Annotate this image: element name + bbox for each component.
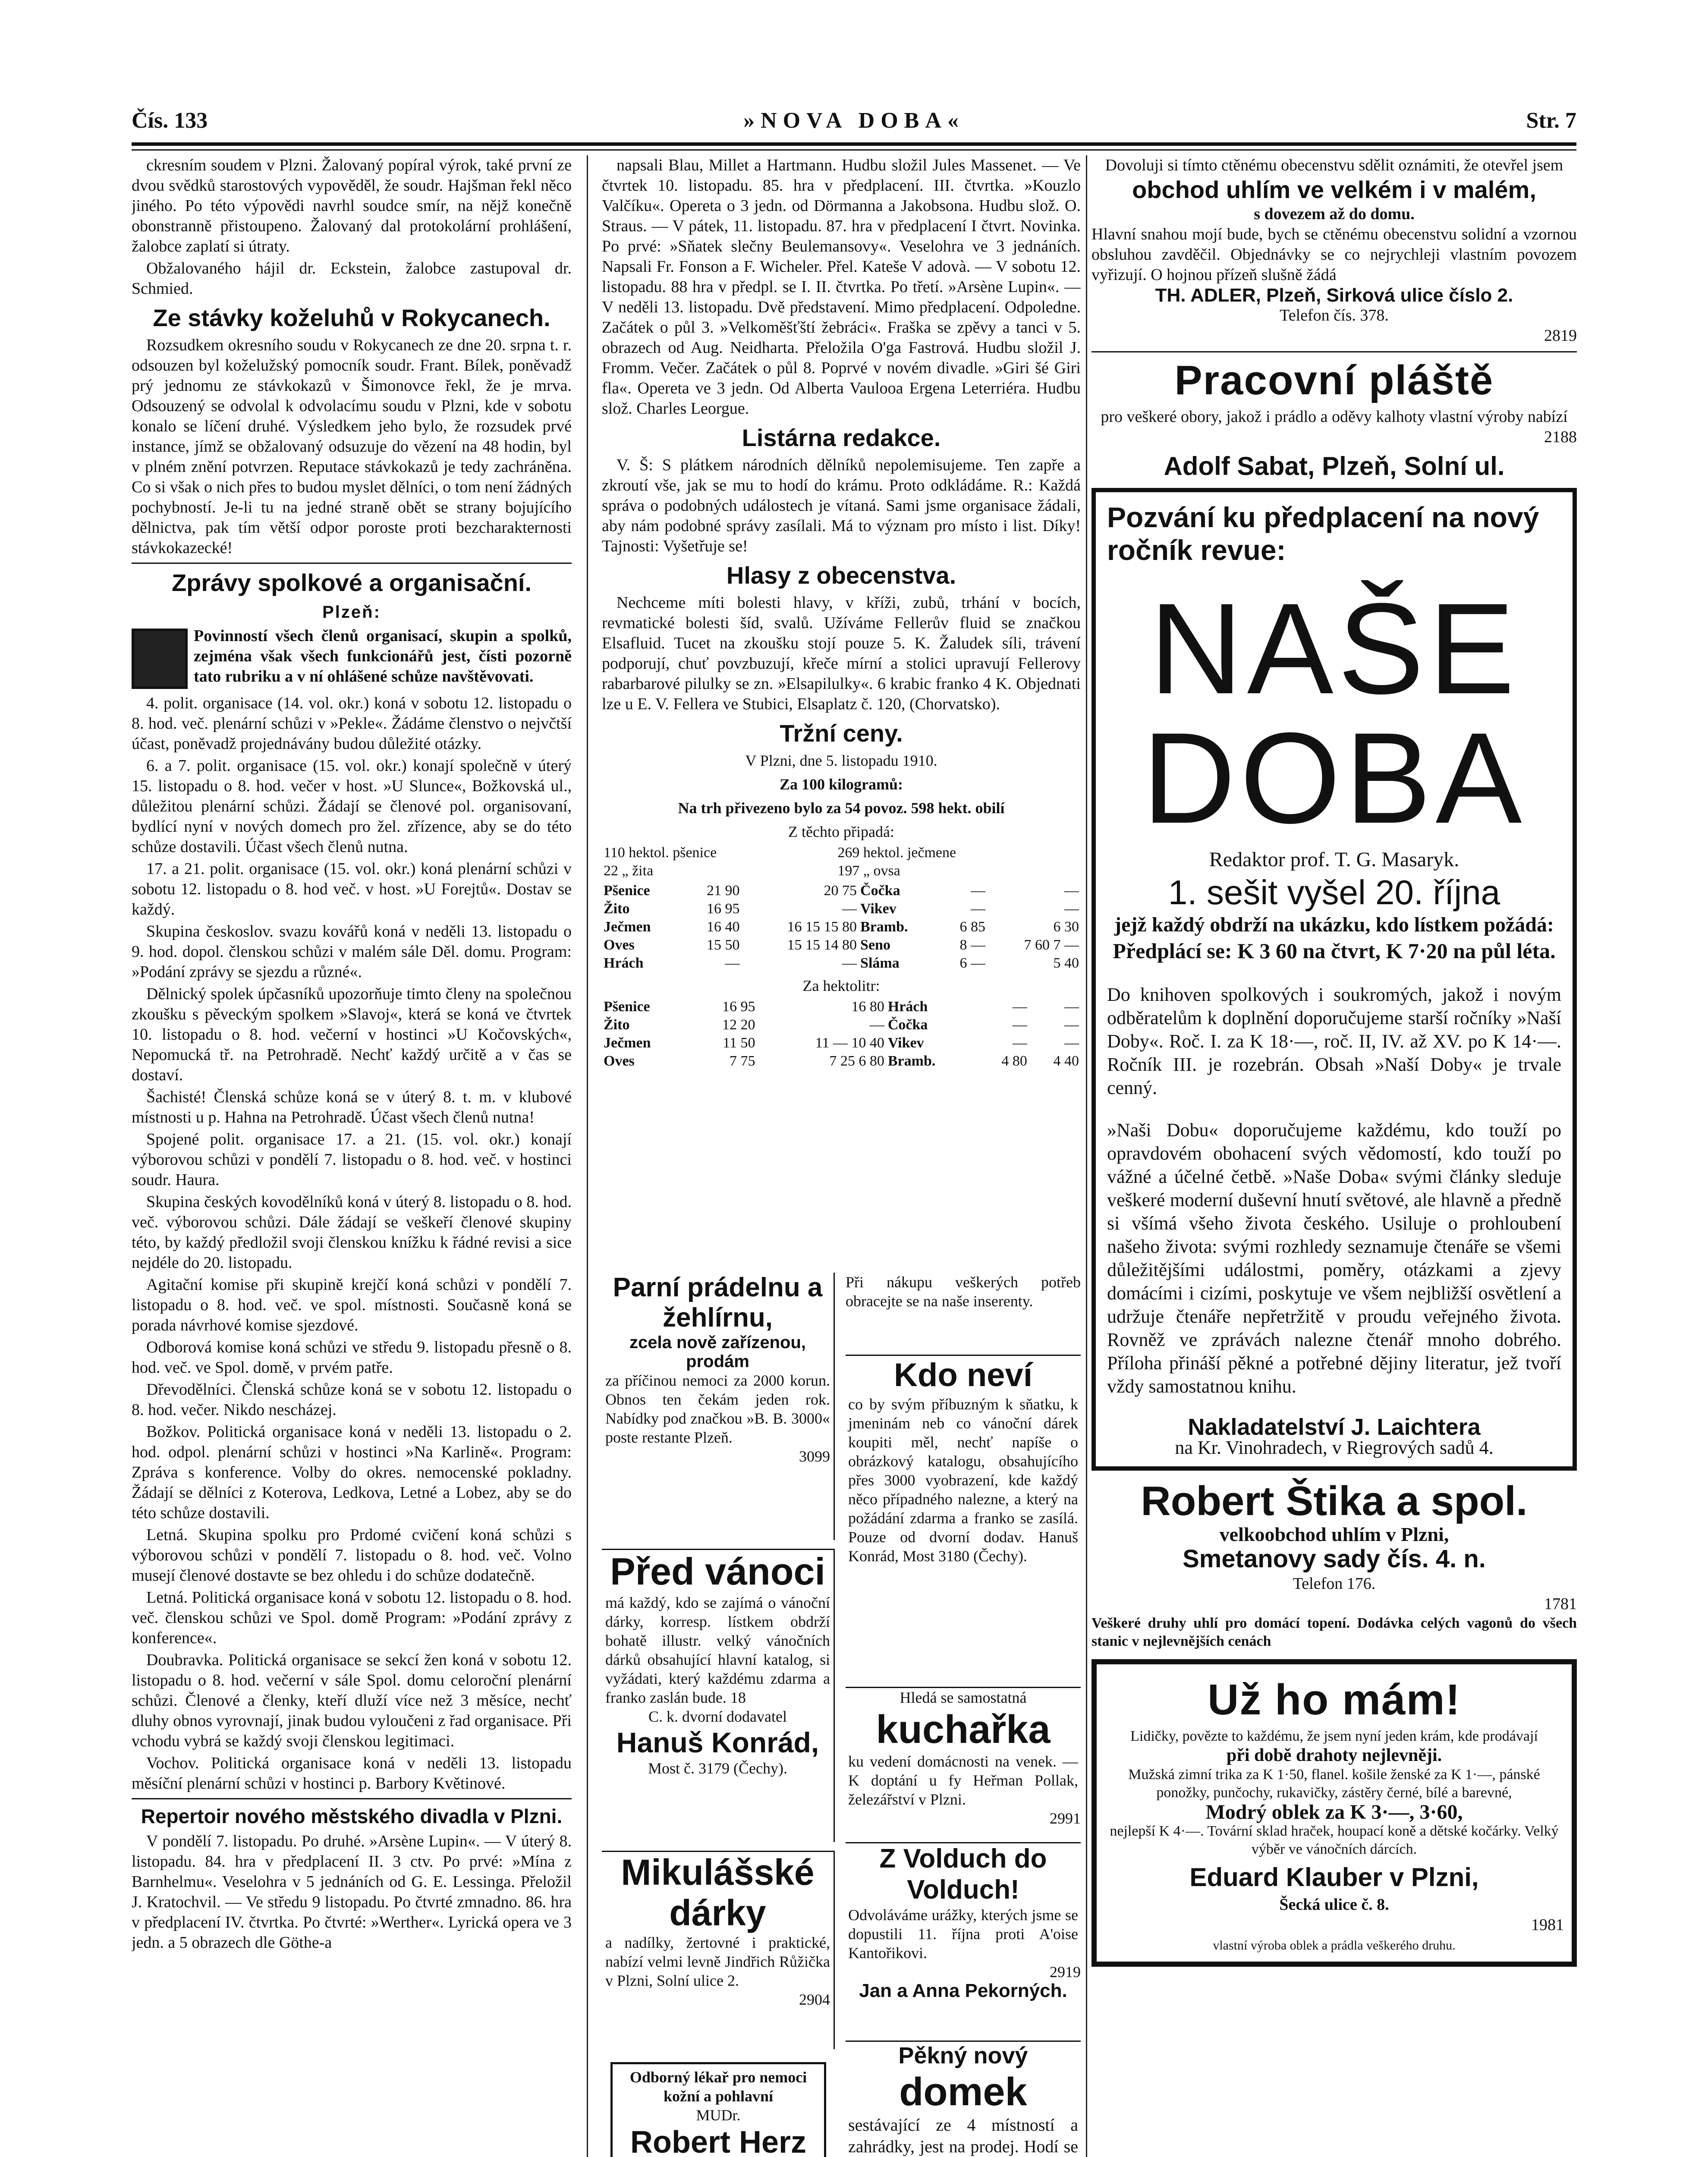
section-rule	[1091, 351, 1577, 352]
ad-text: co by svým příbuzným k sňatku, k jmeninám neb co vánoční dárek koupiti měl, nechť napíše o obrázkový katalogu, obsahujícího přes 3000 vyobrazení, kde každý něco případného nalezne, a který na požádání zdarma a franko se zasílá. Pouze od dvorní dodav. Hanuš Konrád, Most 3180 (Čechy).	[848, 1396, 1078, 1565]
ad-title: Pozvání ku předplacení na nový ročník revue:	[1107, 501, 1539, 566]
section-headline: Zprávy spolkové a organisační.	[171, 569, 532, 596]
table-row	[602, 918, 1081, 936]
ad-text: Telefon 176.	[1293, 1575, 1376, 1593]
org-notice: Odborová komise koná schůzi ve středu 9. listopadu přesně o 8. hod. več. ve Spol. domě, v prvém patře.	[132, 1338, 572, 1377]
table-row	[602, 844, 1081, 862]
table-row	[602, 1034, 1081, 1052]
column-2	[602, 155, 1081, 1165]
market-supply: Na trh přivezeno bylo za 54 povoz. 598 hekt. obilí	[678, 799, 1005, 817]
org-notice: Letná. Skupina spolku pro Prdomé cvičení koná schůzi s výborovou schůzi v pondělí 7. listopadu o 8. hod. več. Volno musejí členové dostavte se bez ohledu i do schůze dodatečně.	[132, 1526, 572, 1585]
table-cell: Ječmen	[604, 919, 651, 935]
ad-text: MUDr.	[696, 2107, 741, 2124]
ad-text: Hledá se samostatná	[900, 1689, 1027, 1706]
table-row	[602, 1052, 1081, 1070]
table-cell: 16 95	[722, 999, 755, 1015]
table-cell: —	[725, 955, 740, 971]
revue-text: Do knihoven spolkových i soukromých, jakož i novým odběratelům k doplnění doporučujeme starší ročníky »Naší Doby«. Roč. I. za K 18·—, roč. II, IV. až XV. po K 14·—. Ročník III. je rozebrán. Obsah »Naší Doby« je trvale cenný.	[1107, 984, 1561, 1098]
ad-title: obchod uhlím ve velkém i v malém,	[1132, 176, 1536, 203]
article-headline: Ze stávky koželuhů v Rokycanech.	[153, 304, 550, 331]
page-number: Str. 7	[1526, 108, 1576, 133]
notice-text: Povinností všech členů organisací, skupin a spolků, zejména však všech funkcionářů jest, čísti pozorně tato rubriku a v ní ohlášené schůze navštěvovati.	[194, 627, 572, 685]
table-cell: 6 —	[959, 955, 985, 971]
ad-text: Telefon čís. 378.	[1280, 306, 1389, 324]
ad-code: 3099	[799, 1448, 830, 1465]
table-cell: 7 25 6 80	[829, 1053, 884, 1069]
table-cell: 269 hektol. ječmene	[837, 845, 956, 861]
ad-title: domek	[899, 2070, 1027, 2114]
table-cell: Oves	[604, 937, 635, 953]
stika-ad	[1091, 1478, 1577, 1651]
table-cell: 16 40	[707, 919, 740, 935]
market-counts-table	[602, 844, 1081, 880]
section-headline: Tržní ceny.	[780, 720, 903, 747]
table-cell: —	[1012, 999, 1027, 1015]
ad-text: velkoobchod uhlím v Plzni,	[1219, 1523, 1449, 1545]
ad-title: Mikulášské dárky	[621, 1852, 815, 1933]
table-cell: Pšenice	[604, 883, 650, 899]
ad-title: Pracovní pláště	[1174, 357, 1494, 403]
market-supply-sub: Z těchto připadá:	[788, 823, 894, 840]
table-cell: —	[869, 1017, 884, 1033]
table-cell: —	[970, 901, 985, 917]
table-cell: 20 75	[824, 883, 857, 899]
klauber-ad	[1091, 1659, 1577, 1967]
ad-text: Hlavní snahou mojí bude, bych se ctěnému obecenstvu solidní a vzornou obsluhou zavděčil. Objednávky se co nejrychleji vlastním povozem vyřizují. O hojnou přízeň slušně žádá	[1091, 225, 1577, 284]
section-headline: Hlasy z obecenstva.	[726, 562, 956, 589]
table-cell: Hrách	[887, 999, 928, 1015]
revue-title	[1107, 576, 1561, 850]
column-divider	[1086, 155, 1087, 2157]
revue-text: »Naši Dobu« doporučujeme každému, kdo touží po opravdovém obohacení svých vědomostí, kdo touží po vážné a účelné četbě. »Naše Doba« svými články sleduje veškeré moderní duševní hnutí světové, ale hlavně a předně si všímá všeho života českého. Usiluje o prohloubení našeho života: svými rozhledy seznamuje čtenáře se všemi důležitějšími událostmi, poměry, otázkami a zjevy domácími i cizími, poskytuje ve všem nejbližší osvětlení a udržuje čtenáře nepřetržitě v proudu veřejného života. Rovněž ve zprávách nalezne čtenář mnoho dobrého. Příloha přináší pěkné a potřebné dějiny literatur, jež tvoří vždy samostatnou knihu.	[1107, 1119, 1561, 1397]
ad-name: Adolf Sabat, Plzeň, Solní ul.	[1164, 452, 1505, 481]
table-cell: Oves	[604, 1053, 635, 1069]
table-cell: 6 30	[1053, 919, 1079, 935]
revue-ad	[1091, 488, 1577, 1471]
revue-title-line: DOBA	[1142, 705, 1526, 850]
ad-text: Veškeré druhy uhlí pro domácí topení. Dodávka celých vagonů do všech stanic v nejlevnějších cenách	[1091, 1615, 1577, 1649]
market-price-table-hl	[602, 998, 1081, 1070]
ad-text: Dovoluji si tímto ctěnému obecenstvu sdělit oznámiti, že otevřel jsem	[1105, 156, 1563, 174]
revue-title-line: NAŠE	[1149, 576, 1519, 721]
org-notice: 6. a 7. polit. organisace (15. vol. okr.) konají společně v úterý 15. listopadu o 8. hod. večer v host. »U Slunce«, Božkovská ul., důležitou plenární schůzi. Žádají se členové pol. organisovaní, bydlící nyní v nových domech pro žel. zřízence, aby se do této schůze dostavili. Účast všech členů nutna.	[132, 757, 572, 856]
table-cell: 110 hektol. pšenice	[604, 845, 717, 861]
ad-text: Lidičky, povězte to každému, že jsem nyní jeden krám, kde prodávají	[1130, 1728, 1538, 1744]
org-notice: 4. polit. organisace (14. vol. okr.) koná v sobotu 12. listopadu o 8. hod. več. plenární schůzi v »Pekle«. Žádáme členstvo o nejvčtší účast, poněvadž projednávány budou důležité otázky.	[132, 694, 572, 753]
table-cell: Ječmen	[604, 1035, 651, 1051]
table-cell: Čočka	[887, 1017, 928, 1033]
coal-ad	[1091, 155, 1577, 346]
ad-title: kuchařka	[876, 1707, 1051, 1751]
table-cell: 4 40	[1053, 1053, 1079, 1069]
ad-code: 2904	[799, 1991, 830, 2008]
article-paragraph: Obžalovaného hájil dr. Eckstein, žalobce zastupoval dr. Schmied.	[132, 259, 572, 298]
section-rule	[132, 563, 572, 564]
herz-ad	[610, 2062, 826, 2157]
table-cell: —	[1012, 1017, 1027, 1033]
ad-code: 2819	[1544, 327, 1577, 345]
article-paragraph: V. Š: S plátkem národních dělníků nepolemisujeme. Ten zapře a zkroutí vše, jak se mu to hodí do krámu. Proto odkládáme. R.: Každá správa o podobných událostech je vítaná. Sami jsme organisace žádali, aby nám podobné správy zasílali. Má to význam pro místo i list. Díky! Tajnosti: Vyšetřuje se!	[602, 456, 1081, 555]
table-cell: 15 50	[707, 937, 740, 953]
ad-title: Pěkný nový	[898, 2043, 1028, 2069]
table-row	[602, 936, 1081, 954]
article-paragraph: V pondělí 7. listopadu. Po druhé. »Arsène Lupin«. — V úterý 8. listopadu. 84. hra v předplacení II. 3 ctv. Po prvé: »Mína z Barnhelmu«. Veselohra v 5 jednáních od G. E. Lessinga. Přeložil J. Kratochvil. — Ve středu 9 listopadu. Po čtvrté zmnadno. 86. hra v předplacení IV. čtvrtka. Po čtvrté: »Werther«. Lyrická opera ve 3 jedn. a 5 obrazech dle Göthe-a	[132, 1832, 572, 1952]
ad-code: 1981	[1531, 1916, 1564, 1934]
ad-name: Eduard Klauber v Plzni,	[1189, 1863, 1479, 1892]
ad-text: s dovezem až do domu.	[1254, 205, 1415, 223]
revue-editor: Redaktor prof. T. G. Masaryk.	[1209, 848, 1460, 871]
table-cell: Žito	[604, 1017, 630, 1033]
table-cell: 12 20	[722, 1017, 755, 1033]
table-row	[602, 1016, 1081, 1034]
table-cell: 7 60 7 —	[1024, 937, 1079, 953]
ad-title: Robert Štika a spol.	[1141, 1478, 1528, 1524]
ad-text: při době drahoty nejlevněji.	[1226, 1745, 1442, 1765]
table-cell: —	[1064, 999, 1079, 1015]
table-row	[602, 998, 1081, 1016]
ad-name: Hanuš Konrád,	[616, 1726, 819, 1758]
page-header	[132, 108, 1576, 142]
org-notice: Spojené polit. organisace 17. a 21. (15. vol. okr.) konají výborovou schůzi v pondělí 7. listopadu o 8. hod. več. v hostinci soudr. Haura.	[132, 1130, 572, 1189]
table-cell: 11 — 10 40	[815, 1035, 884, 1051]
table-cell: Vikev	[887, 1035, 924, 1051]
market-price-table-kg	[602, 882, 1081, 972]
table-cell: Pšenice	[604, 999, 650, 1015]
header-rule	[132, 142, 1576, 146]
article-paragraph: napsali Blau, Millet a Hartmann. Hudbu složil Jules Massenet. — Ve čtvrtek 10. listopadu. 85. hra v předplacení. III. čtvrtka. »Kouzlo Valčíku«. Opereta o 3 jedn. od Dörmanna a Jakobsona. Hudbu slož. O. Straus. — V pátek, 11. listopadu. 87. hra v předplacení I čtvrt. Novinka. Po prvé: »Sňatek slečny Beulemansovy«. Veselohra ve 3 jednáních. Napsali Fr. Fonson a F. Wicheler. Přel. Kateše V adovà. — V sobotu 12. listopadu. 88 hra v předpl. se I. II. čtvrtka. Po třetí. »Arsène Lupin«. — V neděli 13. listopadu. Dvě představení. Mimo předplacení. Odpoledne. Začátek o půl 3. »Velkoměšťští žebráci«. Fraška se zpěvy a tanci v 5. obrazech od Aug. Neidharta. Přeložila O'ga Fastrová. Hudbu složil J. Fromm. Večer. Začátek o půl 8. Poprvé v novém divadle. »Giri šé Giri fla«. Opereta ve 3 jedn. Od Alberta Vaulooa Ergena Leterriéra. Hudbu slož. Charles Leorgue.	[602, 156, 1081, 418]
article-paragraph: ckresním soudem v Plzni. Žalovaný popíral výrok, také první ze dvou svědků starostových vypověděl, že soudr. Hajšman řekl něco jiného. Po této výpovědi navrhl soudce smír, na nějž konečně obonstranně přistoupeno. Žalovaný dal protokolární prohlášení, žalobce zaplatí si útraty.	[132, 156, 572, 255]
domek-ad	[846, 2041, 1081, 2157]
table-cell: Hrách	[604, 955, 644, 971]
ad-text: vlastní výroba oblek a prádla veškerého druhu.	[1213, 1938, 1456, 1953]
ad-name: Robert Herz	[630, 2125, 807, 2157]
table-cell: —	[1064, 1035, 1079, 1051]
table-row	[602, 882, 1081, 900]
ad-name: TH. ADLER, Plzeň, Sirková ulice číslo 2.	[1155, 285, 1513, 306]
org-notice: Letná. Politická organisace koná v sobotu 12. listopadu o 8. hod. več. členskou schůzi ve Spol. domě Program: »Podání zprávy z konference«.	[132, 1588, 572, 1647]
org-notice: Dělnický spolek úpčasníků upozorňuje timto členy na společnou zkoušku s pěveckým spolkem »Slavoj«, která se koná ve čtvrtek 10. listopadu o 8. hod. večerní v hostinci »U Kočovských«, Nepomucká tř. na Petrohradě. Nechť každý určitě a v čas se dostaví.	[132, 985, 572, 1084]
column-divider	[587, 155, 588, 2157]
ad-text: Mužská zimní trika za K 1·50, flanel. košile ženské za K 1·—, pánské ponožky, punčochy, rukavičky, zástěry černé, bílé a barevné,	[1128, 1767, 1540, 1801]
org-notice: Skupina českých kovodělníků koná v úterý 8. listopadu o 8. hod. več. výborovou schůzi. Dále žádají se veškeří členové skupiny této, by každý předložil svoji členskou knížku k řádné revisi a sice nejdéle do 20. listopadu.	[132, 1193, 572, 1272]
ad-text: Odvoláváme urážky, kterých jsme se dopustili 11. října proti A'oise Kantořikovi.	[848, 1906, 1078, 1962]
ad-address: Šecká ulice č. 8.	[1279, 1896, 1389, 1914]
org-notice: Skupina českoslov. svazu kovářů koná v neděli 13. listopadu o 9. hod. dopol. členskou schůzi v malém sále Děl. domu. Program: »Podání zprávy se sjezdu a různé«.	[132, 922, 572, 981]
table-cell: 7 75	[729, 1053, 755, 1069]
section-headline: Repertoir nového městského divadla v Plzni.	[141, 1805, 563, 1827]
table-cell: 16 15 15 80	[787, 919, 857, 935]
org-notice: Dřevodělníci. Členská schůze koná se v sobotu 12. listopadu o 8. hod. večer. Nikdo nescházej.	[132, 1380, 572, 1419]
column-1	[132, 155, 572, 2157]
table-cell: 4 80	[1001, 1053, 1027, 1069]
inserenty-ad	[846, 1273, 1081, 1350]
ad-text: pro veškeré obory, jakož i prádlo a oděvy kalhoty vlastní výroby nabízí	[1101, 408, 1568, 426]
table-row	[602, 900, 1081, 918]
table-cell: —	[1064, 883, 1079, 899]
ad-title: Kdo neví	[894, 1357, 1032, 1393]
table-cell: —	[842, 955, 857, 971]
ad-address: Smetanovy sady čís. 4. n.	[1183, 1545, 1486, 1573]
ad-code: 2919	[1050, 1963, 1081, 1981]
ad-text: nejlepší K 4·—. Tovární sklad hraček, houpací koně a dětské kočárky. Velký výběr ve vánočních dárcích.	[1110, 1823, 1559, 1857]
table-cell: 5 40	[1053, 955, 1079, 971]
ad-code: 2188	[1544, 428, 1577, 446]
market-hl-title: Za hektolitr:	[802, 977, 880, 994]
article-paragraph: Rozsudkem okresního soudu v Rokycanech ze dne 20. srpna t. r. odsouzen byl koželužský pomocník soudr. Frant. Bílek, poněvadž prý jednomu ze stávkokazů v Šimonovce řekl, že je mrva. Odsouzený se odvolal k odvolacímu soudu v Plzni, kde v sobotu konalo se líčení druhé. Výsledkem jeho bylo, že rozsudek prvé instance, jímž se obžalovaný odsuzuje do vězení na 48 hodin, byl v plném znění potvrzen. Reputace stávkokazů je tedy zachráněna. Co si však o nich přes to budou myslet dělníci, o tom není žádných pochybností. Je-li tu na jedné straně obět se strany bojujícího dělnictva, pak tím větší odpor poroste proti bezcharakternosti stávkokazecké!	[132, 336, 572, 557]
issue-number: Čís. 133	[132, 108, 208, 133]
table-cell: 16 95	[707, 901, 740, 917]
volduch-ad	[846, 1842, 1081, 2032]
pointing-hand-icon	[132, 629, 188, 689]
table-cell: 8 —	[959, 937, 985, 953]
table-cell: Bramb.	[887, 1053, 936, 1069]
ad-text: C. k. dvorní dodavatel	[648, 1708, 787, 1725]
cloth-ad	[1091, 358, 1577, 480]
ads-block	[602, 1273, 1081, 2157]
table-cell: Sláma	[860, 955, 900, 971]
vanoce-ad	[602, 1549, 835, 1842]
org-notice: Vochov. Politická organisace koná v neděli 13. listopadu měsíční plenární schůzi v hostinci p. Barbory Květinové.	[132, 1754, 572, 1792]
section-city: Plzeň:	[322, 603, 381, 622]
org-notice: 17. a 21. polit. organisace (15. vol. okr.) koná plenární schůzi v sobotu 12. listopadu o 8. hod več. v host. »U Forejtů«. Dostav se každý.	[132, 860, 572, 918]
article-paragraph: Nechceme míti bolesti hlavy, v kříži, zubů, trhání v bocích, revmatické bolesti šíd, svalů. Užíváme Fellerův fluid se značkou Elsafluid. Tucet na zkoušku stojí pouze 5. K. Žaludek síli, trávení podporují, chuť povzbuzují, křeče mírní a stolici upravují Fellerovy rabarbarové pilulky se zn. »Elsapilulky«. 6 krabic franko 4 K. Objednati lze u E. V. Fellera ve Stubici, Elsaplatz č. 120, (Chorvatsko).	[602, 594, 1081, 713]
notice-box	[132, 626, 572, 689]
market-unit: Za 100 kilogramů:	[779, 776, 903, 793]
org-notice: Doubravka. Politická organisace se sekcí žen koná v sobotu 12. listopadu o 8. hod. večerní v sále Spol. domu celoroční plenární schůzi. Členové a členky, kteří dluží více než 3 měsíce, nechť dluhy obnos vyrovnají, jinak budou vyloučeni z řad organisace. Při vchodu vybrá se každý svoji členskou legitimaci.	[132, 1651, 572, 1750]
table-cell: Bramb.	[860, 919, 908, 935]
table-cell: 197 „ ovsa	[837, 863, 900, 879]
revue-price: Předplácí se: K 3 60 na čtvrt, K 7·20 na půl léta.	[1113, 939, 1556, 963]
mikulas-ad	[602, 1851, 835, 2049]
market-date: V Plzni, dne 5. listopadu 1910.	[745, 752, 937, 769]
ad-title: Před vánoci	[610, 1550, 825, 1593]
table-cell: Čočka	[860, 883, 900, 899]
section-rule	[132, 1798, 572, 1799]
org-notice: Božkov. Politická organisace koná v neděli 13. listopadu o 2. hod. odpol. plenární schůzi v hostinci »Na Karlině«. Program: Zpráva s konference. Volby do okres. nemocenské pokladny. Žádají se dělníci z Koterova, Ledkova, Letné a Lobez, aby se do této schůze dostavili.	[132, 1423, 572, 1522]
section-headline: Listárna redakce.	[742, 424, 941, 451]
ad-text: sestávající ze 4 místností a zahrádky, jest na prodej. Hodí se	[848, 2115, 1078, 2156]
revue-issue: 1. sešit vyšel 20. října	[1168, 873, 1500, 912]
table-cell: 15 15 14 80	[787, 937, 857, 953]
table-cell: —	[1064, 1017, 1079, 1033]
table-cell: 21 90	[707, 883, 740, 899]
ad-text: zcela nově zařízenou, prodám	[629, 1333, 806, 1371]
kucharka-ad	[846, 1687, 1081, 1833]
column-3	[1091, 155, 1577, 2157]
ad-address: Most č. 3179 (Čechy).	[648, 1760, 787, 1777]
ad-code: 1781	[1544, 1595, 1577, 1613]
table-cell: Žito	[604, 901, 630, 917]
header-rule-thin	[132, 149, 1576, 151]
revue-free: jejž každý obdrží na ukázku, kdo lístkem požádá:	[1114, 913, 1554, 936]
ad-text: Odborný lékař pro nemoci kožní a pohlavní	[629, 2069, 807, 2105]
ad-title: Už ho mám!	[1208, 1676, 1461, 1724]
table-cell: —	[1012, 1035, 1027, 1051]
revue-publisher: Nakladatelství J. Laichtera	[1188, 1414, 1481, 1440]
org-notice: Agitační komise při skupině krejčí koná schůzi v pondělí 7. listopadu o 8. hod. več. ve spol. místnosti. Současně koná se porada návrhové komise sjezdové.	[132, 1276, 572, 1334]
table-cell: 22 „ žita	[604, 863, 654, 879]
ad-text: má každý, kdo se zajímá o vánoční dárky, korresp. lístkem obdrží bohatě illustr. velký vánočních dárků obsahující hlavní katalog, si vyžádati, který každému zdarma a franko zaslán bude. 18	[605, 1594, 830, 1706]
kdo-nevi-ad	[846, 1355, 1081, 1682]
ad-title: Parní prádelnu a žehlírnu,	[613, 1273, 823, 1333]
table-cell: 11 50	[723, 1035, 755, 1051]
ad-text: za příčinou nemoci za 2000 korun. Obnos ten čekám jeden rok. Nabídky pod značkou »B. B. 3000« poste restante Plzeň.	[605, 1372, 830, 1446]
table-row	[602, 862, 1081, 880]
table-cell: 6 85	[959, 919, 985, 935]
table-cell: —	[970, 883, 985, 899]
table-row	[602, 954, 1081, 972]
laundry-ad	[602, 1273, 835, 1540]
table-cell: —	[1064, 901, 1079, 917]
table-cell: Vikev	[860, 901, 896, 917]
ad-text: a nadílky, žertovné i praktické, nabízí velmi levně Jindřich Růžička v Plzni, Solní ulice 2.	[605, 1934, 830, 1989]
table-cell: —	[842, 901, 857, 917]
ad-text: Modrý oblek za K 3·—, 3·60,	[1205, 1801, 1463, 1824]
newspaper-title: »NOVA DOBA«	[743, 108, 965, 133]
ad-text: Při nákupu veškerých potřeb obracejte se na naše inserenty.	[846, 1273, 1081, 1310]
table-cell: Seno	[860, 937, 890, 953]
ad-text: ku vedení domácnosti na venek. — K doptání u fy Heřman Pollak, železářství v Plzni.	[848, 1753, 1078, 1808]
table-cell: 16 80	[851, 999, 884, 1015]
revue-address: na Kr. Vinohradech, v Riegrových sadů 4.	[1175, 1437, 1494, 1458]
ad-code: 2991	[1050, 1810, 1081, 1827]
ad-title: Z Volduch do Volduch!	[879, 1844, 1047, 1905]
ad-name: Jan a Anna Pekorných.	[859, 1980, 1067, 2001]
org-notice: Šachisté! Členská schůze koná se v úterý 8. t. m. v klubové místnosti u p. Hahna na Petrohradě. Účast všech členů nutna!	[132, 1088, 572, 1126]
